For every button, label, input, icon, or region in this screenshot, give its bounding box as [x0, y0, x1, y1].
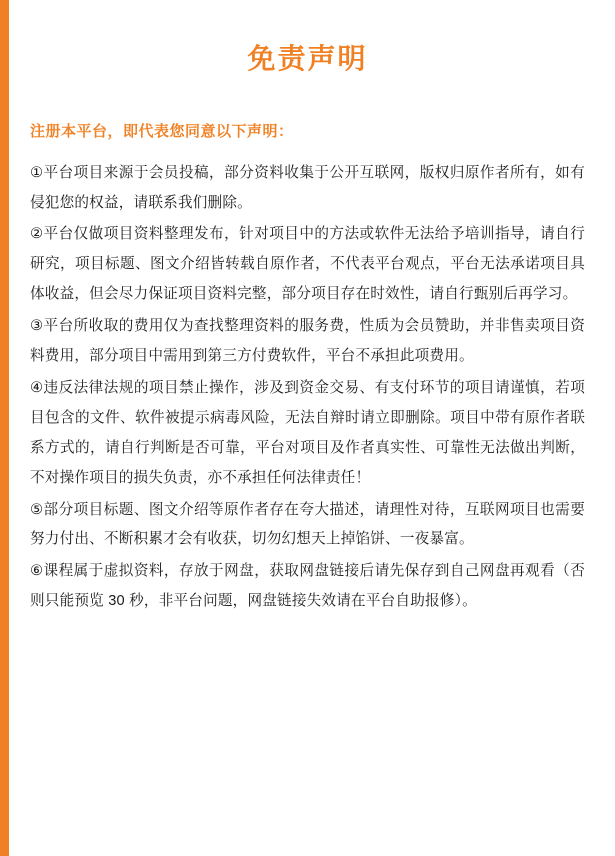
accent-bar: [0, 0, 9, 856]
clause-item: ⑥课程属于虚拟资料，存放于网盘，获取网盘链接后请先保存到自己网盘再观看（否则只能预览 30 秒，非平台问题，网盘链接失效请在平台自助报修）。: [30, 563, 585, 610]
intro-text: 注册本平台，即代表您同意以下声明：: [30, 122, 294, 140]
page-title: 免责声明: [247, 43, 368, 74]
clause-item: ①平台项目来源于会员投稿，部分资料收集于公开互联网，版权归原作者所有，如有侵犯您的权益，请联系我们删除。: [30, 164, 585, 211]
clause-item: ③平台所收取的费用仅为查找整理资料的服务费，性质为会员赞助，并非售卖项目资料费用，部分项目中需用到第三方付费软件，平台不承担此项费用。: [30, 318, 585, 365]
clause-item: ⑤部分项目标题、图文介绍等原作者存在夸大描述，请理性对待，互联网项目也需要努力付出、不断积累才会有收获，切勿幻想天上掉馅饼、一夜暴富。: [30, 501, 585, 548]
clause-item: ②平台仅做项目资料整理发布，针对项目中的方法或软件无法给予培训指导，请自行研究，项目标题、图文介绍皆转载自原作者，不代表平台观点，平台无法承诺项目具体收益，但会尽力保证项目资料完整，部分项目存在时效性，请自行甄别后再学习。: [30, 226, 585, 303]
clause-list: [30, 141, 585, 618]
clause-item: ④违反法律法规的项目禁止操作，涉及到资金交易、有支付环节的项目请谨慎，若项目包含的文件、软件被提示病毒风险，无法自辩时请立即删除。项目中带有原作者联系方式的，请自行判断是否可靠，平台对项目及作者真实性、可靠性无法做出判断，不对操作项目的损失负责，亦不承担任何法律责任！: [30, 379, 585, 486]
